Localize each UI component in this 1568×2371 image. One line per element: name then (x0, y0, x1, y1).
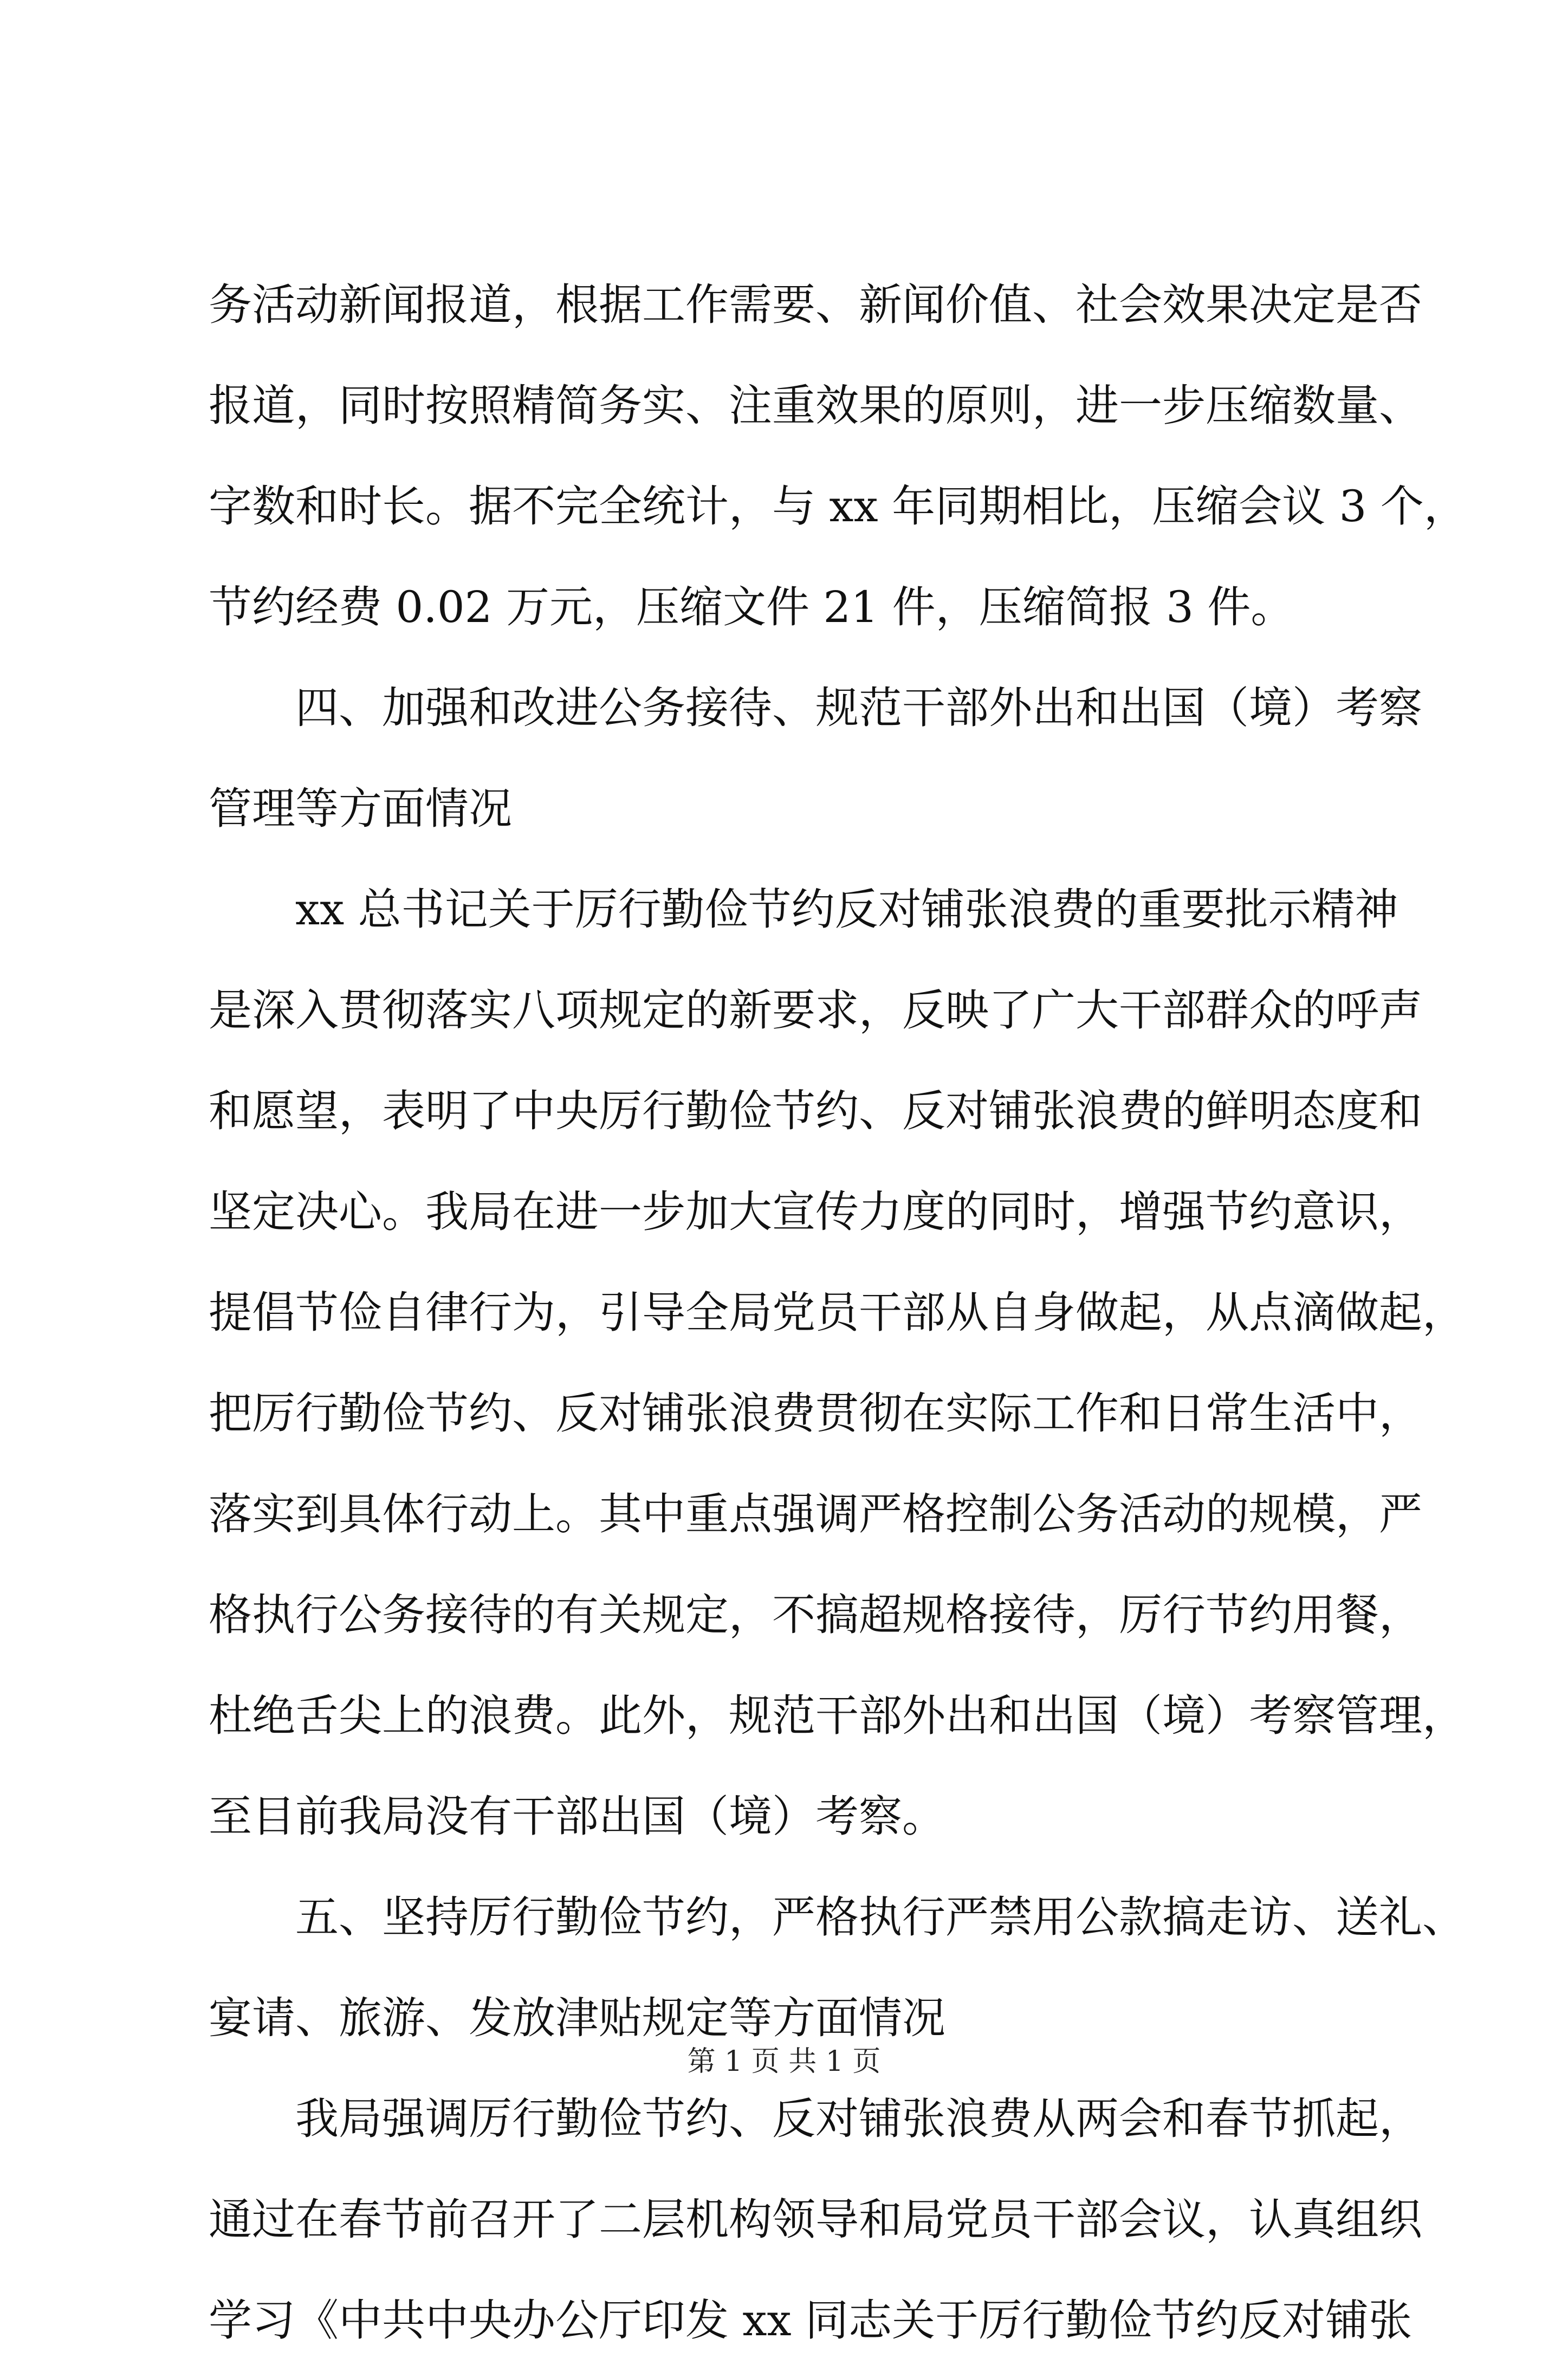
section-heading-4: 四、加强和改进公务接待、规范干部外出和出国（境）考察 (295, 683, 1422, 733)
section-heading-5: 五、坚持厉行勤俭节约，严格执行严禁用公款搞走访、送礼、 (295, 1892, 1466, 1942)
page-footer: 第 1 页 共 1 页 (687, 2045, 881, 2078)
text-line: 通过在春节前召开了二层机构领导和局党员干部会议，认真组织 (209, 2194, 1422, 2245)
paragraph-start: 我局强调厉行勤俭节约、反对铺张浪费从两会和春节抓起， (295, 2094, 1422, 2144)
text-line: 提倡节俭自律行为，引导全局党员干部从自身做起，从点滴做起， (209, 1287, 1466, 1338)
paragraph-start: xx 总书记关于厉行勤俭节约反对铺张浪费的重要批示精神 (295, 884, 1398, 935)
text-line: 把厉行勤俭节约、反对铺张浪费贯彻在实际工作和日常生活中， (209, 1388, 1422, 1439)
text-line: 字数和时长。据不完全统计，与 xx 年同期相比，压缩会议 3 个， (209, 481, 1467, 532)
text-line: 杜绝舌尖上的浪费。此外，规范干部外出和出国（境）考察管理， (209, 1690, 1466, 1741)
text-line: 格执行公务接待的有关规定，不搞超规格接待，厉行节约用餐， (209, 1590, 1422, 1640)
text-line: 节约经费 0.02 万元，压缩文件 21 件，压缩简报 3 件。 (209, 582, 1294, 632)
text-line: 和愿望，表明了中央厉行勤俭节约、反对铺张浪费的鲜明态度和 (209, 1086, 1422, 1136)
text-line: 落实到具体行动上。其中重点强调严格控制公务活动的规模，严 (209, 1489, 1422, 1539)
text-line: 务活动新闻报道，根据工作需要、新闻价值、社会效果决定是否 (209, 280, 1422, 330)
section-heading-5-cont: 宴请、旅游、发放津贴规定等方面情况 (209, 1993, 945, 2043)
text-line: 至目前我局没有干部出国（境）考察。 (209, 1791, 945, 1842)
text-line: 学习《中共中央办公厅印发 xx 同志关于厉行勤俭节约反对铺张 (209, 2295, 1413, 2346)
section-heading-4-cont: 管理等方面情况 (209, 783, 512, 834)
text-line: 报道，同时按照精简务实、注重效果的原则，进一步压缩数量、 (209, 380, 1422, 431)
text-line: 是深入贯彻落实八项规定的新要求，反映了广大干部群众的呼声 (209, 985, 1422, 1035)
text-line: 坚定决心。我局在进一步加大宣传力度的同时，增强节约意识， (209, 1187, 1422, 1237)
